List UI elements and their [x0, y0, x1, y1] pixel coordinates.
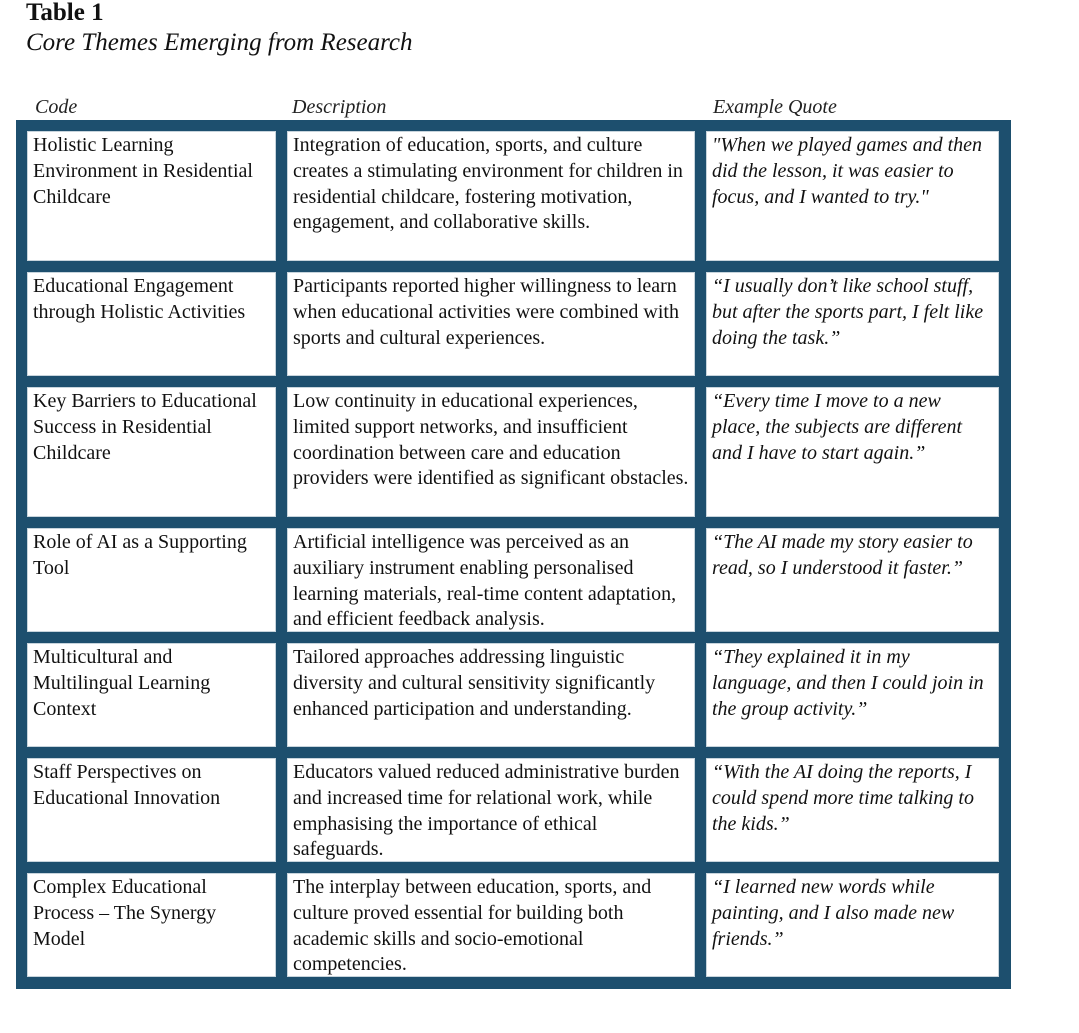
description-cell: The interplay between education, sports, and culture proved essential for building both academic skills and socio-emotional competencies. — [287, 873, 695, 977]
code-cell: Multicultural and Multilingual Learning Context — [27, 643, 276, 747]
table-row — [16, 272, 1011, 376]
code-cell: Staff Perspectives on Educational Innovation — [27, 758, 276, 862]
code-cell: Holistic Learning Environment in Residential Childcare — [27, 131, 276, 261]
table-row — [16, 528, 1011, 632]
code-cell: Complex Educational Process – The Synergy Model — [27, 873, 276, 977]
table-row — [16, 131, 1011, 261]
description-cell: Tailored approaches addressing linguistic diversity and cultural sensitivity significantly enhanced participation and understanding. — [287, 643, 695, 747]
code-cell: Educational Engagement through Holistic Activities — [27, 272, 276, 376]
column-header-example-quote: Example Quote — [713, 96, 837, 118]
description-cell: Artificial intelligence was perceived as an auxiliary instrument enabling personalised learning materials, real-time content adaptation, and efficient feedback analysis. — [287, 528, 695, 632]
description-cell: Participants reported higher willingness to learn when educational activities were combined with sports and cultural experiences. — [287, 272, 695, 376]
code-cell: Role of AI as a Supporting Tool — [27, 528, 276, 632]
table-row — [16, 387, 1011, 517]
quote-cell: “They explained it in my language, and then I could join in the group activity.” — [706, 643, 999, 747]
table-label: Table 1 — [26, 0, 104, 26]
column-header-description: Description — [292, 96, 387, 118]
table-caption: Core Themes Emerging from Research — [26, 29, 413, 56]
quote-cell: “Every time I move to a new place, the subjects are different and I have to start again.” — [706, 387, 999, 517]
code-cell: Key Barriers to Educational Success in Residential Childcare — [27, 387, 276, 517]
description-cell: Low continuity in educational experiences, limited support networks, and insufficient coordination between care and education providers were identified as significant obstacles. — [287, 387, 695, 517]
table-row — [16, 643, 1011, 747]
table-row — [16, 758, 1011, 862]
quote-cell: “The AI made my story easier to read, so I understood it faster.” — [706, 528, 999, 632]
table-row — [16, 873, 1011, 977]
themes-table — [16, 120, 1011, 989]
column-headers — [0, 94, 1079, 120]
quote-cell: "When we played games and then did the lesson, it was easier to focus, and I wanted to try." — [706, 131, 999, 261]
description-cell: Educators valued reduced administrative burden and increased time for relational work, while emphasising the importance of ethical safeguards. — [287, 758, 695, 862]
column-header-code: Code — [35, 96, 78, 118]
quote-cell: “I usually don’t like school stuff, but after the sports part, I felt like doing the task.” — [706, 272, 999, 376]
description-cell: Integration of education, sports, and culture creates a stimulating environment for children in residential childcare, fostering motivation, engagement, and collaborative skills. — [287, 131, 695, 261]
quote-cell: “I learned new words while painting, and I also made new friends.” — [706, 873, 999, 977]
quote-cell: “With the AI doing the reports, I could spend more time talking to the kids.” — [706, 758, 999, 862]
